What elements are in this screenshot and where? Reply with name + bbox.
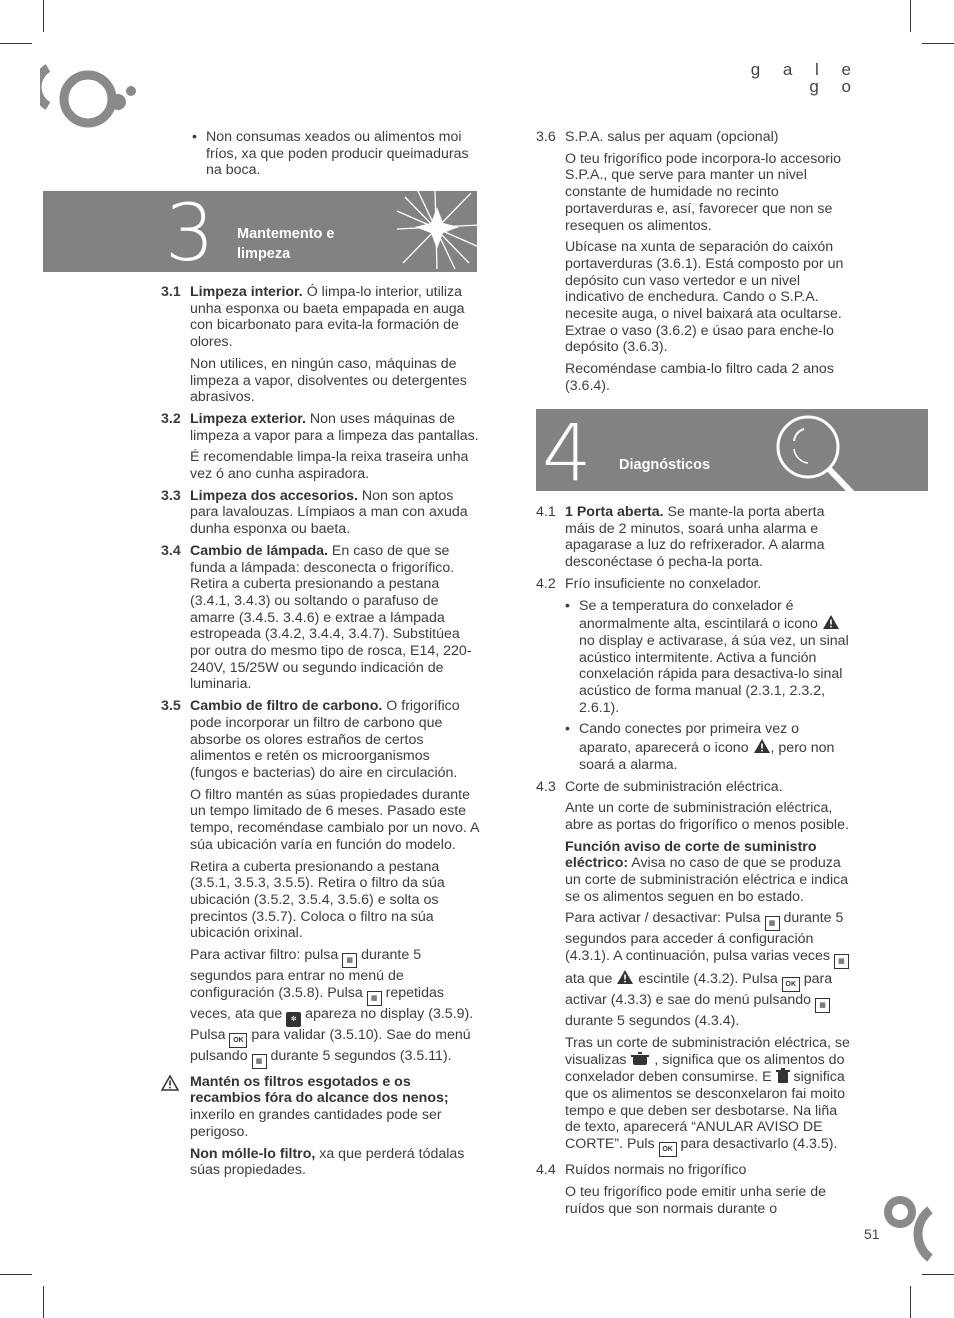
text-run: Se a temperatura do conxelador é anormalmente alta, escintilará o icono	[579, 597, 822, 633]
item-4-3-p4	[536, 1035, 854, 1157]
item-4-2	[536, 576, 854, 593]
text-run: Tras un corte de subministración eléctrica, se visualizas	[565, 1034, 850, 1068]
crop-mark	[43, 1286, 44, 1318]
item-title: S.P.A. salus per aquam (opcional)	[565, 129, 779, 145]
ok-button-icon: OK	[659, 1142, 677, 1157]
item-title: Ruídos normais no frigorífico	[565, 1162, 747, 1179]
item-title: 1 Porta aberta.	[565, 504, 664, 520]
text-run: repetidas veces, ata que	[190, 984, 444, 1022]
sparkle-icon	[393, 191, 477, 272]
section-title	[237, 224, 335, 264]
item-title: Frío insuficiente no conxelador.	[565, 575, 762, 592]
text-run: Para activar / desactivar: Pulsa	[565, 910, 765, 927]
item-text: Ubícase na xunta de separación do caixón portaverduras (3.6.1). Está composto por un depósito cun vaso vertedor e un nivel indicativo de enchedura. Cando o S.P.A. necesite auga, o nivel baixará ata ocultarse. Extrae o vaso (3.6.2) e úsao para enche-lo depósito (3.6.3).	[565, 239, 844, 356]
warning-text: inxerilo en grandes cantidades pode ser perigoso.	[190, 1107, 442, 1140]
item-title: Corte de subministración eléctrica.	[565, 778, 783, 795]
item-text: É recomendable limpa-la reixa traseira unha vez ó ano cunha aspiradora.	[190, 449, 469, 483]
text-run: , pero non soará a alarma.	[579, 740, 835, 773]
item-4-3-p3	[536, 910, 854, 1029]
magnifier-icon	[774, 413, 864, 491]
item-4-3-p1	[536, 800, 854, 833]
item-number: 4.3	[536, 778, 556, 795]
right-column	[536, 504, 854, 1222]
item-title: Limpeza exterior.	[190, 410, 306, 427]
item-text: Non utilices, en ningún caso, máquinas de limpeza a vapor, disolventes ou detergentes abrasivos.	[190, 355, 467, 406]
intro-bullet-text: Non consumas xeados ou alimentos moi fríos, xa que poden producir queimaduras na boca.	[206, 129, 469, 179]
list-item: • Se a temperatura do conxelador é anormalmente alta, escintilará o icono no display e activarase, á súa vez, un sinal acústico intermitente. Activa a función conxelación rápida para desactiva-lo sinal acústico de forma manual (2.3.1, 2.3.2, 2.6.1).	[565, 597, 849, 716]
item-text: Recoméndase cambia-lo filtro cada 2 anos (3.6.4).	[565, 361, 834, 394]
right-column-top	[536, 129, 854, 400]
filter-icon: ✻	[286, 1012, 301, 1027]
item-3-2-p2	[161, 449, 479, 482]
text-run: significa que os alimentos se desconxelaron fai moito tempo e que deben ser desbotarse. Na liña de texto, aparecerá “ANULAR AVISO DE CORTE”. Puls	[565, 1069, 845, 1153]
trash-icon	[776, 1068, 790, 1083]
item-number: 4.4	[536, 1162, 556, 1179]
text-run: ata que	[565, 971, 617, 988]
section-number: 3	[165, 191, 215, 272]
item-3-2	[161, 411, 479, 444]
text-run: para validar (3.5.10). Sae do menú pulsando	[190, 1026, 471, 1064]
warning-icon	[161, 1075, 179, 1091]
item-3-6-p2	[536, 239, 854, 356]
item-text: Non uses máquinas de limpeza a vapor para a limpeza das pantallas.	[190, 410, 479, 444]
item-bold: Función aviso de corte de suministro eléctrico:	[565, 838, 817, 872]
item-text: O teu frigorífico pode emitir unha serie de ruídos que son normais durante o	[565, 1183, 827, 1217]
pot-icon	[630, 1052, 650, 1066]
item-text: O filtro mantén as súas propiedades durante un tempo limitado de 6 meses. Pasado este tempo, recoméndase cambialo por un novo. A súa ubicación varía en función do modelo.	[190, 786, 479, 853]
crop-mark	[922, 1274, 954, 1275]
left-column	[161, 284, 479, 1184]
menu-button-icon: ▦	[252, 1054, 267, 1069]
page-number: 51	[864, 1226, 880, 1242]
item-3-1-p2	[161, 356, 479, 406]
item-text: Non son aptos para lavalouzas. Límpiaos a man con axuda dunha esponxa ou baeta.	[190, 487, 468, 538]
section-3-banner	[43, 191, 477, 272]
warning-icon	[753, 738, 771, 754]
item-3-3	[161, 488, 479, 538]
item-number: 4.2	[536, 575, 556, 592]
ok-button-icon: OK	[229, 1033, 247, 1048]
text-run: para desactivarlo (4.3.5).	[676, 1136, 838, 1153]
item-number: 4.1	[536, 504, 556, 520]
item-4-4	[536, 1162, 854, 1179]
item-text: Retira a cuberta presionando a pestana (3.5.1, 3.5.3, 3.5.5). Retira o filtro da súa ubicación (3.5.2, 3.5.4, 3.5.6) e solta os precintos (3.5.7). Coloca o filtro na súa ubicación orixinal.	[190, 858, 445, 942]
item-number: 3.5	[161, 698, 181, 715]
item-3-6	[536, 129, 854, 146]
text-run: Cando conectes por primeira vez o aparato, aparecerá o icono	[579, 721, 800, 757]
item-text: Avisa no caso de que se produza un corte de subministración eléctrica e indica se os alimentos seguen en bo estado.	[565, 855, 849, 905]
section-title-line2: limpeza	[237, 246, 291, 262]
text-run: escintile (4.3.2). Pulsa	[634, 971, 782, 988]
brand-logo-icon	[878, 1190, 954, 1265]
menu-button-icon: ▦	[815, 998, 830, 1013]
item-title: Cambio de lámpada.	[190, 542, 328, 559]
item-4-3	[536, 779, 854, 796]
menu-button-icon: ▦	[367, 991, 382, 1006]
item-3-5-p3	[161, 859, 479, 943]
section-4-banner	[536, 409, 928, 491]
item-3-1	[161, 284, 479, 351]
item-text: Se mante-la porta aberta máis de 2 minutos, soará unha alarma e apagarase a luz do refrixerador. A alarma desconéctase ó pecha-la porta.	[565, 504, 825, 571]
section-title-line1: Mantemento e	[237, 226, 335, 242]
warning-bold: Non mólle-lo filtro,	[190, 1145, 316, 1162]
text-run: durante 5 segundos (3.5.11).	[266, 1047, 452, 1064]
crop-mark	[0, 43, 32, 44]
crop-mark	[910, 1286, 911, 1318]
item-4-2-bullets	[536, 598, 854, 774]
intro-bullet: • Non consumas xeados ou alimentos moi fríos, xa que poden producir queimaduras na boca.	[192, 129, 469, 179]
warning-icon	[822, 614, 840, 630]
item-number: 3.6	[536, 129, 556, 145]
warning-note-p2	[161, 1146, 479, 1179]
item-number: 3.2	[161, 410, 181, 427]
crop-mark	[922, 43, 954, 44]
item-3-5-p2	[161, 787, 479, 854]
menu-button-icon: ▦	[834, 954, 849, 969]
item-text: En caso de que se funda a lámpada: desconecta o frigorífico. Retira a cuberta presionando a pestana (3.4.1, 3.4.3) ou soltando o parafuso de amarre (3.4.5. 3.4.6) e extrae a lámpada estropeada (3.4.2, 3.4.4, 3.4.7). Substitúea por outra do mesmo tipo de rosca, E14, 220-240V, 15/25W ou segundo indicación de luminaria.	[190, 542, 472, 693]
item-3-4	[161, 543, 479, 693]
item-title: Cambio de filtro de carbono.	[190, 698, 383, 715]
text-run: durante 5 segundos para entrar no menú de configuración (3.5.8). Pulsa	[190, 947, 422, 1001]
item-3-5	[161, 698, 479, 782]
crop-mark	[43, 0, 44, 32]
warning-icon	[616, 969, 634, 985]
ok-button-icon: OK	[782, 977, 800, 992]
item-text: O frigorífico pode incorporar un filtro de carbono que absorbe os olores estraños de certos alimentos e retén os microorganismos (fungos e bacterias) do aire en circulación.	[190, 698, 460, 781]
item-4-1	[536, 504, 854, 571]
menu-button-icon: ▦	[342, 953, 357, 968]
item-4-4-p1	[536, 1184, 854, 1217]
text-run: para activar (4.3.3) e sae do menú pulsando	[565, 971, 833, 1009]
text-run: , significa que os alimentos do conxelador deben consumirse. E	[565, 1051, 845, 1086]
brand-logo-icon	[40, 62, 140, 137]
item-title: Limpeza interior.	[190, 284, 303, 300]
language-label: g a l e g o	[750, 60, 860, 96]
item-title: Limpeza dos accesorios.	[190, 487, 358, 504]
text-run: no display e activarase, á súa vez, un sinal acústico intermitente. Activa a función conxelación rápida para desactiva-lo sinal acústico de forma manual (2.3.1, 2.3.2, 2.6.1).	[579, 632, 849, 716]
crop-mark	[910, 0, 911, 32]
section-title: Diagnósticos	[619, 457, 711, 473]
crop-mark	[0, 1274, 32, 1275]
text-run: apareza no display (3.5.9). Pulsa	[190, 1005, 474, 1043]
text-run: durante 5 segundos para acceder á configuración (4.3.1). A continuación, pulsa varias veces	[565, 910, 844, 965]
item-3-6-p3	[536, 361, 854, 394]
item-text: Ante un corte de subministración eléctrica, abre as portas do frigorífico o menos posible.	[565, 800, 849, 833]
item-number: 3.3	[161, 487, 181, 504]
item-number: 3.1	[161, 284, 181, 300]
menu-button-icon: ▦	[765, 916, 780, 931]
warning-text: xa que perderá tódalas súas propiedades.	[190, 1145, 465, 1179]
section-number: 4	[542, 409, 592, 491]
item-number: 3.4	[161, 542, 181, 559]
item-text: O teu frigorífico pode incorpora-lo accesorio S.P.A., que serve para manter un nivel constante de humidade no recinto portaverduras e, así, favorecer que non se resequen os alimentos.	[565, 150, 842, 234]
text-run: durante 5 segundos (4.3.4).	[565, 1013, 740, 1030]
text-run: Para activar filtro: pulsa	[190, 947, 343, 964]
warning-note	[161, 1074, 479, 1141]
warning-title: Mantén os filtros esgotados e os recambios fóra do alcance dos nenos;	[190, 1073, 449, 1107]
item-4-3-p2	[536, 839, 854, 906]
item-text: Ó limpa-lo interior, utiliza unha esponxa ou baeta empapada en auga con bicarbonato para evita-la formación de olores.	[190, 284, 465, 351]
item-3-5-p4	[161, 947, 479, 1069]
item-3-6-p1	[536, 151, 854, 235]
list-item: • Cando conectes por primeira vez o aparato, aparecerá o icono , pero non soará a alarma.	[565, 721, 835, 773]
